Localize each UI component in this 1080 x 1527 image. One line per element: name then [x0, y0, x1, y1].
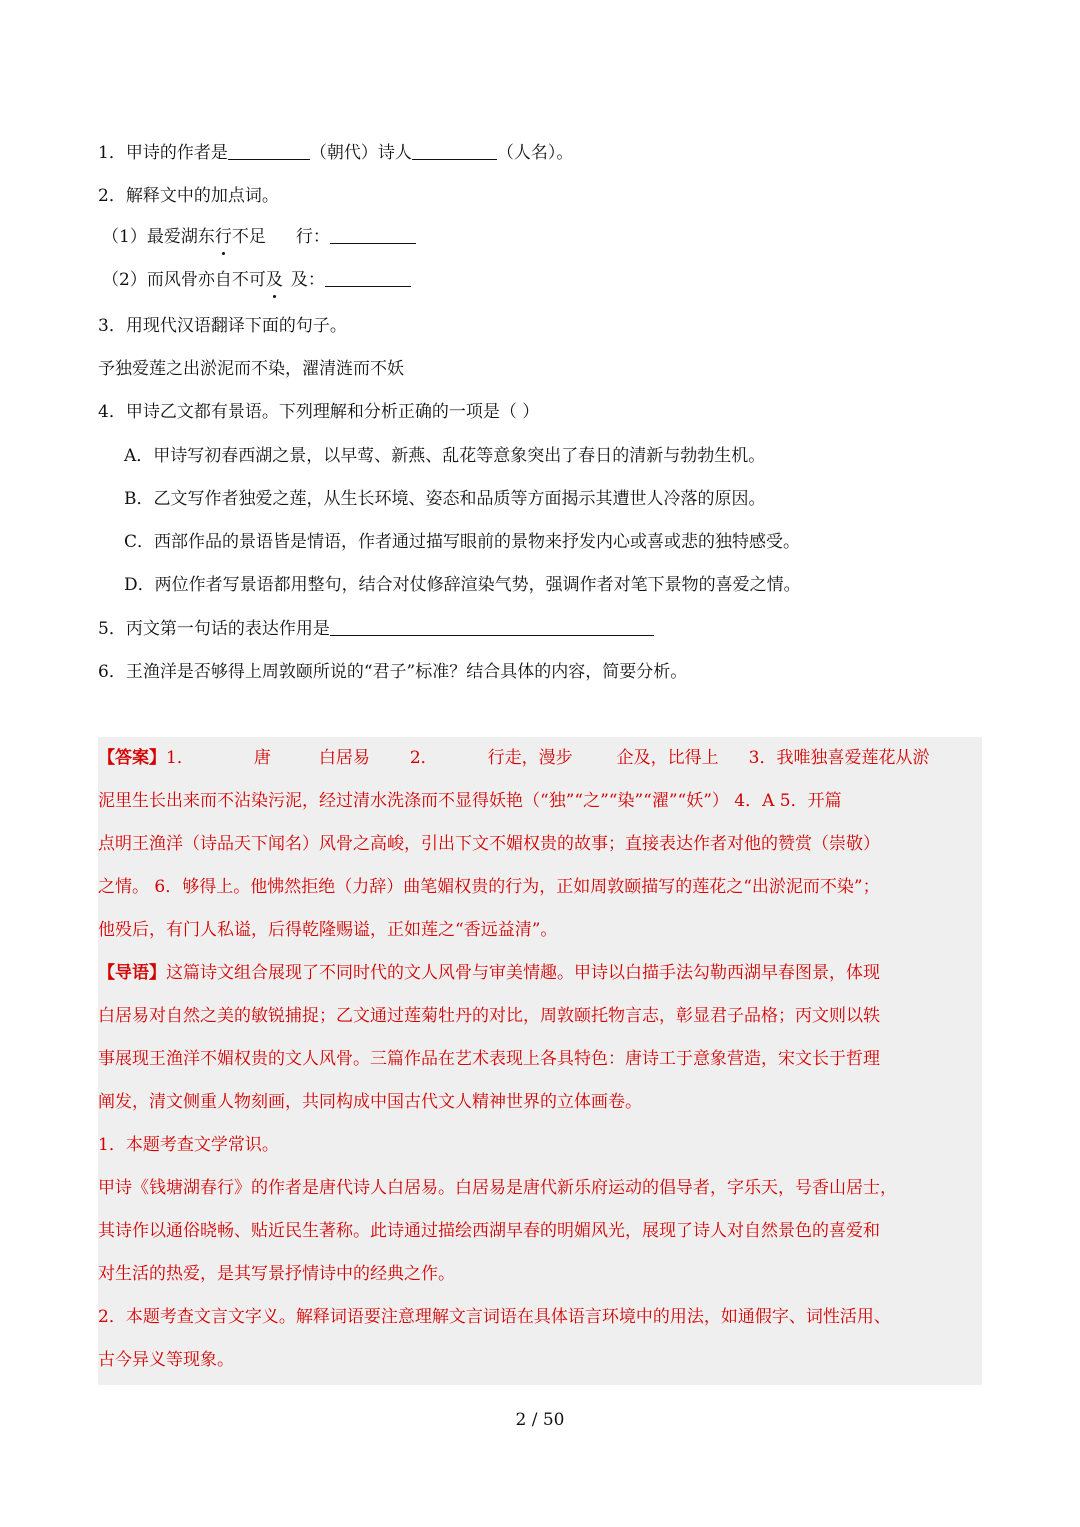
question-3-sentence: 予独爱莲之出淤泥而不染，濯清涟而不妖 — [98, 359, 404, 379]
analysis-1-title: 1．本题考查文学常识。 — [98, 1135, 279, 1155]
guide-line-2: 白居易对自然之美的敏锐捕捉；乙文通过莲菊牡丹的对比，周敦颐托物言志，彰显君子品格；丙文则以轶 — [98, 1006, 880, 1026]
question-2-title: 2．解释文中的加点词。 — [98, 186, 279, 206]
guide-line-3: 事展现王渔洋不媚权贵的文人风骨。三篇作品在艺术表现上各具特色：唐诗工于意象营造，宋文长于哲理 — [98, 1049, 880, 1069]
analysis-1-line-2: 其诗作以通俗晓畅、贴近民生著称。此诗通过描绘西湖早春的明媚风光，展现了诗人对自然景色的喜爱和 — [98, 1221, 880, 1241]
question-2-sub-1 — [102, 225, 416, 249]
answer-item: 2． — [409, 748, 438, 768]
q2-s1-key: 行： — [295, 227, 330, 247]
q2-s2-pre: （2）而风骨亦自不可 — [102, 270, 266, 290]
q1-blank-name — [412, 141, 497, 160]
q1-text-a: 1．甲诗的作者是 — [98, 143, 228, 163]
answer-item: 唐 — [253, 748, 271, 768]
answer-line-5: 他殁后，有门人私谥，后得乾隆赐谥，正如莲之“香远益清”。 — [98, 920, 558, 940]
question-6: 6．王渔洋是否够得上周敦颐所说的“君子”标准？结合具体的内容，简要分析。 — [98, 662, 688, 682]
guide-text: 这篇诗文组合展现了不同时代的文人风骨与审美情趣。甲诗以白描手法勾勒西湖早春图景，体现 — [166, 963, 880, 983]
question-4-option-a: A．甲诗写初春西湖之景，以早莺、新燕、乱花等意象突出了春日的清新与勃勃生机。 — [124, 446, 766, 466]
q2-s2-blank — [325, 268, 411, 287]
answer-line-3: 点明王渔洋（诗品天下闻名）风骨之高峻，引出下文不媚权贵的故事；直接表达作者对他的赞赏（崇敬） — [98, 834, 880, 854]
question-4-option-c: C．西部作品的景语皆是情语，作者通过描写眼前的景物来抒发内心或喜或悲的独特感受。 — [124, 532, 801, 552]
question-1 — [98, 141, 573, 165]
question-3-title: 3．用现代汉语翻译下面的句子。 — [98, 316, 347, 336]
guide-line-4: 阐发，清文侧重人物刻画，共同构成中国古代文人精神世界的立体画卷。 — [98, 1092, 642, 1112]
q1-text-b: （朝代）诗人 — [309, 143, 412, 163]
guide-tag: 【导语】 — [98, 963, 166, 983]
question-4-title: 4．甲诗乙文都有景语。下列理解和分析正确的一项是（ ） — [98, 402, 540, 422]
guide-line-1 — [98, 961, 982, 985]
analysis-1-line-3: 对生活的热爱，是其写景抒情诗中的经典之作。 — [98, 1264, 455, 1284]
answer-tag: 【答案】 — [98, 748, 166, 768]
question-2-sub-2 — [102, 268, 411, 292]
question-4-option-d: D．两位作者写景语都用整句，结合对仗修辞渲染气势，强调作者对笔下景物的喜爱之情。 — [124, 575, 801, 595]
analysis-1-line-1: 甲诗《钱塘湖春行》的作者是唐代诗人白居易。白居易是唐代新乐府运动的倡导者，字乐天，号香山居士， — [98, 1178, 897, 1198]
answer-item: 行走，漫步 — [487, 748, 573, 768]
q2-s2-dotted-word: 及 — [265, 270, 283, 290]
answer-item: 3．我唯独喜爱莲花从淤 — [748, 748, 930, 768]
answer-line-1 — [98, 746, 982, 770]
q2-s1-post: 不足 — [231, 227, 266, 247]
q2-s1-pre: （1）最爱湖东 — [102, 227, 215, 247]
q5-text: 5．丙文第一句话的表达作用是 — [98, 619, 330, 639]
q2-s2-key: 及： — [290, 270, 325, 290]
question-5 — [98, 617, 654, 641]
q2-s1-blank — [330, 225, 416, 244]
answer-line-4: 之情。 6．够得上。他怫然拒绝（力辞）曲笔媚权贵的行为，正如周敦颐描写的莲花之“出淤泥而不染”； — [98, 877, 880, 897]
answer-line-2: 泥里生长出来而不沾染污泥，经过清水洗涤而不显得妖艳（“独”“之”“染”“濯”“妖”） 4．A 5．开篇 — [98, 791, 842, 811]
analysis-2-line-1: 2．本题考查文言文字义。解释词语要注意理解文言词语在具体语言环境中的用法，如通假字、词性活用、 — [98, 1307, 891, 1327]
q1-blank-dynasty — [228, 141, 310, 160]
q1-text-c: （人名）。 — [496, 143, 574, 163]
answer-item: 白居易 — [318, 748, 370, 768]
question-4-option-b: B．乙文写作者独爱之莲，从生长环境、姿态和品质等方面揭示其遭世人冷落的原因。 — [124, 489, 766, 509]
answer-item: 企及，比得上 — [616, 748, 719, 768]
page-number: 2 / 50 — [515, 1410, 565, 1430]
analysis-2-line-2: 古今异义等现象。 — [98, 1350, 234, 1370]
q5-blank — [330, 617, 654, 636]
q2-s1-dotted-word: 行 — [214, 227, 232, 247]
answer-item: 1． — [166, 748, 194, 768]
